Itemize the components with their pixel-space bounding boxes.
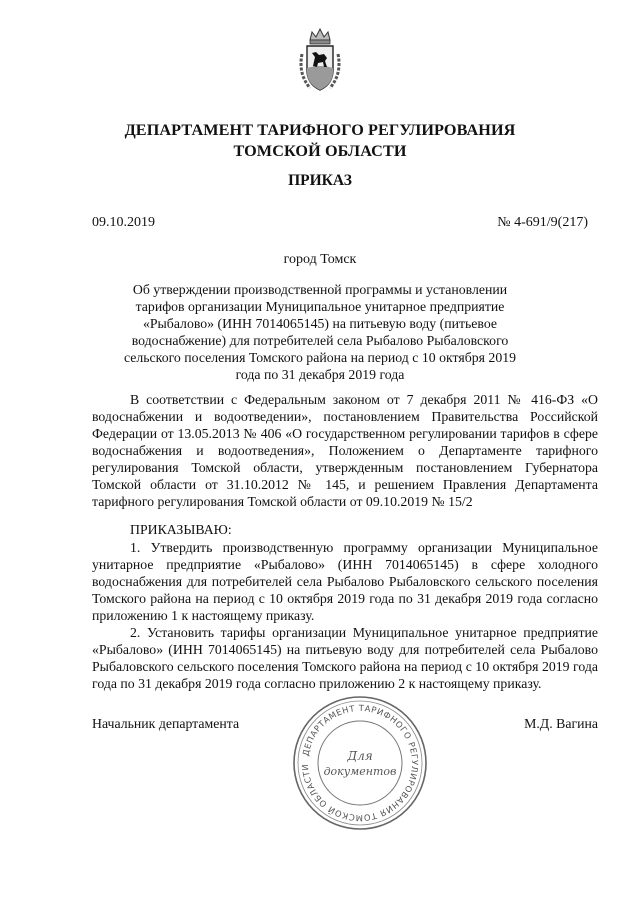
city-line: город Томск (283, 252, 357, 267)
official-stamp (290, 693, 430, 833)
coat-of-arms-emblem (296, 26, 344, 98)
stamp-ring-text: ДЕПАРТАМЕНТ ТАРИФНОГО РЕГУЛИРОВАНИЯ ТОМСКОЙ ОБЛАСТИ (299, 702, 421, 824)
preamble-paragraph: В соответствии с Федеральным законом от 7 декабря 2011 № 416-ФЗ «О водоснабжении и водоотведении», постановлением Правительства Российской Федерации от 13.05.2013 № 406 «О государственном регулировании тарифов в сфере водоснабжения и водоотведения», Положением о Департаменте тарифного регулирования Томской области, утвержденным постановлением Губернатора Томской области от 31.10.2012 № 145, и решением Правления Департамента тарифного регулирования Томской области от 09.10.2019 № 15/2 (92, 392, 598, 509)
stamp-center-line-2: документов (323, 765, 397, 778)
order-word: ПРИКАЗЫВАЮ: (130, 522, 232, 537)
document-number: № 4-691/9(217) (497, 215, 588, 230)
document-type-title: ПРИКАЗ (288, 172, 352, 189)
order-item-2: 2. Установить тарифы организации Муниципальное унитарное предприятие «Рыбалово» (ИНН 7014065145) на питьевую воду для потребителей села Рыбалово Рыбаловского сельского поселения Томского района на период с 10 октября 2019 года года по 31 декабря 2019 года согласно приложению 2 к настоящему приказу. (92, 625, 598, 691)
stamp-center-line-1: Для (347, 749, 373, 763)
department-heading (60, 120, 580, 162)
department-line-1: ДЕПАРТАМЕНТ ТАРИФНОГО РЕГУЛИРОВАНИЯ (124, 121, 516, 139)
department-line-2: ТОМСКОЙ ОБЛАСТИ (233, 142, 407, 160)
order-item-1: 1. Утвердить производственную программу организации Муниципальное унитарное предприятие «Рыбалово» (ИНН 7014065145) в сфере холодного водоснабжения для потребителей села Рыбалово Рыбаловского сельского поселения Томского района на период с 10 октября 2019 года по 31 декабря 2019 года согласно приложению 1 к настоящему приказу. (92, 540, 598, 623)
signatory-title: Начальник департамента (92, 716, 240, 731)
document-date: 09.10.2019 (92, 215, 155, 230)
signatory-name: М.Д. Вагина (524, 716, 598, 731)
order-subject: Об утверждении производственной программы и установлении тарифов организации Муниципальное унитарное предприятие «Рыбалово» (ИНН 7014065145) на питьевую воду (питьевое водоснабжение) для потребителей села Рыбалово Рыбаловского сельского поселения Томского района на период с 10 октября 2019 года по 31 декабря 2019 года (123, 282, 517, 382)
